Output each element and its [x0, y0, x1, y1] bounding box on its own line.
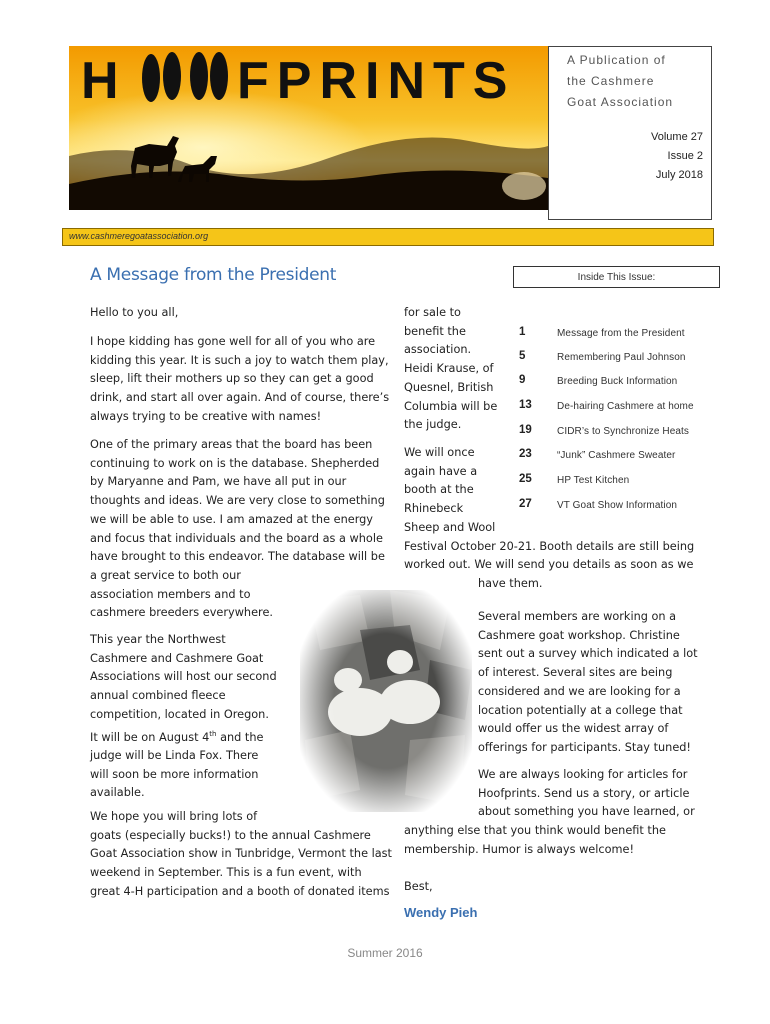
toc-page-number: 19 — [519, 424, 532, 436]
publication-line: the Cashmere — [567, 74, 655, 88]
page-footer: Summer 2016 — [347, 946, 423, 960]
greeting: Hello to you all, — [90, 306, 179, 319]
signature: Wendy Pieh — [404, 905, 478, 920]
sunset-goats-image — [69, 46, 548, 210]
volume-label: Volume 27 — [651, 131, 703, 143]
masthead-banner — [69, 46, 548, 210]
publication-line: Goat Association — [567, 95, 674, 109]
masthead-title-h: H — [81, 52, 127, 110]
toc-heading: Inside This Issue: — [513, 266, 720, 288]
toc-page-number: 5 — [519, 350, 526, 362]
toc-page-number: 25 — [519, 473, 532, 485]
toc-page-number: 27 — [519, 498, 532, 510]
publication-info-box — [548, 46, 712, 220]
closing: Best, — [404, 880, 433, 893]
issue-label: Issue 2 — [667, 150, 703, 162]
toc-item[interactable]: Breeding Buck Information — [557, 376, 678, 387]
date-label: July 2018 — [655, 169, 703, 181]
article-heading: A Message from the President — [90, 265, 337, 285]
website-link[interactable]: www.cashmeregoatassociation.org — [69, 231, 209, 241]
paragraph-articles: We are always looking for articles for Hoofprints. Send us a story, or article about something you have learned, or — [478, 768, 695, 819]
paragraph-fleece: This year the Northwest Cashmere and Cashmere Goat Associations will host our second annual combined fleece competition, located in Oregon. It will be on August 4th and the judge will be Linda Fox. There will soon be more information available. — [90, 633, 277, 800]
toc-item[interactable]: “Junk” Cashmere Sweater — [557, 450, 676, 461]
toc-page-number: 23 — [519, 448, 532, 460]
url-bar — [62, 228, 714, 246]
paragraph-kidding: I hope kidding has gone well for all of you who are kidding this year. It is such a joy to watch them play, sleep, lift their mothers up so they can get a good drink, and start all over again. And of course, there’s always trying to be creative with names! — [90, 335, 390, 423]
masthead-title-fprints: FPRINTS — [237, 52, 516, 110]
paragraph-rhinebeck: We will once again have a booth at the Rhinebeck Sheep and Wool Festival October 20-21. Booth details are still being worked out. We will send you details as soon as we have them. — [404, 446, 695, 590]
toc-item[interactable]: VT Goat Show Information — [557, 500, 678, 511]
toc-page-number: 13 — [519, 399, 532, 411]
paragraph-judge: for sale to benefit the association. Heidi Krause, of Quesnel, British Columbia will be the judge. — [404, 306, 498, 432]
paragraph-workshop: Several members are working on a Cashmere goat workshop. Christine sent out a survey which indicated a lot of interest. Several sites are being considered and we are looking for a location potentially at a college that would offer us the widest array of offerings for participants. Stay tuned! — [478, 610, 698, 754]
toc-item[interactable]: De-hairing Cashmere at home — [557, 401, 694, 412]
goat-kids-photo — [300, 590, 472, 812]
paragraph-database: One of the primary areas that the board has been continuing to work on is the database. Shepherded by Maryanne and Pam, we have all put in our thoughts and ideas. We are very close to something we will be able to use. I am amazed at the energy and focus that individuals and the board as a whole have brought to this endeavor. The database will be a great service to both our association members and to cashmere breeders everywhere. — [90, 438, 385, 620]
paragraph-articles-cont: anything else that you think would benefit the membership. Humor is always welcome! — [404, 824, 666, 856]
toc-item[interactable]: Message from the President — [557, 328, 685, 339]
toc-item[interactable]: CIDR’s to Synchronize Heats — [557, 426, 690, 437]
toc-page-number: 1 — [519, 326, 526, 338]
toc-page-number: 9 — [519, 374, 526, 386]
paragraph-show: We hope you will bring lots of goats (especially bucks!) to the annual Cashmere Goat Association show in Tunbridge, Vermont the last weekend in September. This is a fun event, with great 4-H participation and a booth of donated items — [90, 810, 392, 898]
toc-item[interactable]: Remembering Paul Johnson — [557, 352, 686, 363]
toc-item[interactable]: HP Test Kitchen — [557, 475, 630, 486]
publication-line: A Publication of — [567, 53, 666, 67]
